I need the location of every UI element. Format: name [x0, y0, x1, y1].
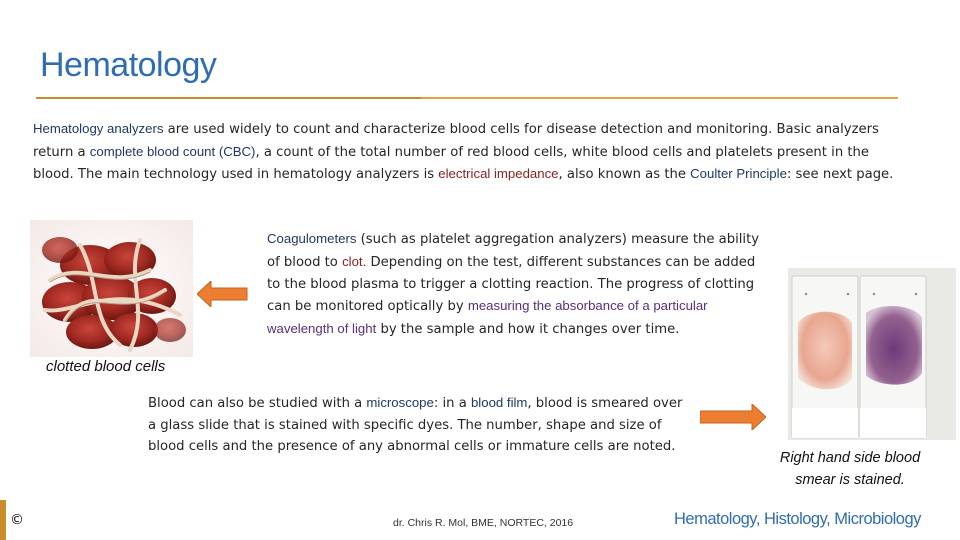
clotted-cells-caption: clotted blood cells — [46, 358, 166, 375]
term-electrical-impedance: electrical impedance — [438, 166, 559, 182]
term-coulter-principle: Coulter Principle — [690, 166, 787, 182]
footer-accent-bar — [0, 500, 6, 540]
copyright-symbol: © — [10, 512, 24, 528]
coag-text-3: by the sample and how it changes over time. — [376, 322, 680, 338]
blood-smear-slides-image — [788, 268, 956, 440]
intro-text-1: are used widely to count and characterize blood cells for disease detection and monitoring. Basic analyzers return a — [33, 122, 879, 160]
smear-caption: Right hand side blood smear is stained. — [779, 450, 921, 488]
slide-title: Hematology — [40, 46, 217, 84]
intro-text-2: , a count of the total number of red blood cells, white blood cells and platelets present in the blood. The main technology used in hematology analyzers is — [33, 144, 870, 183]
term-blood-film: blood film — [470, 395, 528, 410]
term-microscope: microscope — [366, 395, 434, 410]
right-arrow-icon — [700, 404, 766, 434]
coagulometers-paragraph — [267, 228, 767, 341]
title-divider — [36, 97, 898, 99]
term-clot: clot. — [342, 253, 367, 269]
clotted-blood-cells-image — [30, 220, 193, 357]
intro-text-3: , also known as the — [558, 167, 691, 183]
left-arrow-icon — [197, 281, 249, 311]
coag-text-1: (such as platelet aggregation analyzers) measure the ability of blood to — [267, 232, 760, 270]
term-absorbance: measuring the absorbance of a particular wavelength of light — [267, 298, 708, 337]
footer-author: dr. Chris R. Mol, BME, NORTEC, 2016 — [393, 517, 574, 529]
film-text-2: : in a — [433, 396, 471, 411]
intro-paragraph — [33, 118, 913, 186]
term-hematology-analyzers: Hematology analyzers — [33, 121, 164, 136]
coag-text-2: Depending on the test, different substances can be added to the blood plasma to trigger a clotting reaction. The progress of clotting can be monitored optically by — [267, 254, 756, 315]
film-text-1: Blood can also be studied with a — [148, 396, 367, 411]
blood-film-paragraph — [148, 392, 688, 458]
term-coagulometers: Coagulometers — [267, 231, 357, 246]
term-cbc: complete blood count (CBC) — [89, 143, 256, 159]
film-text-3: , blood is smeared over a glass slide that is stained with specific dyes. The number, shape and size of blood cells and the presence of any abnormal cells or immature cells are noted. — [148, 396, 683, 455]
footer-course-title: Hematology, Histology, Microbiology — [674, 510, 921, 528]
intro-text-4: : see next page. — [786, 167, 894, 183]
